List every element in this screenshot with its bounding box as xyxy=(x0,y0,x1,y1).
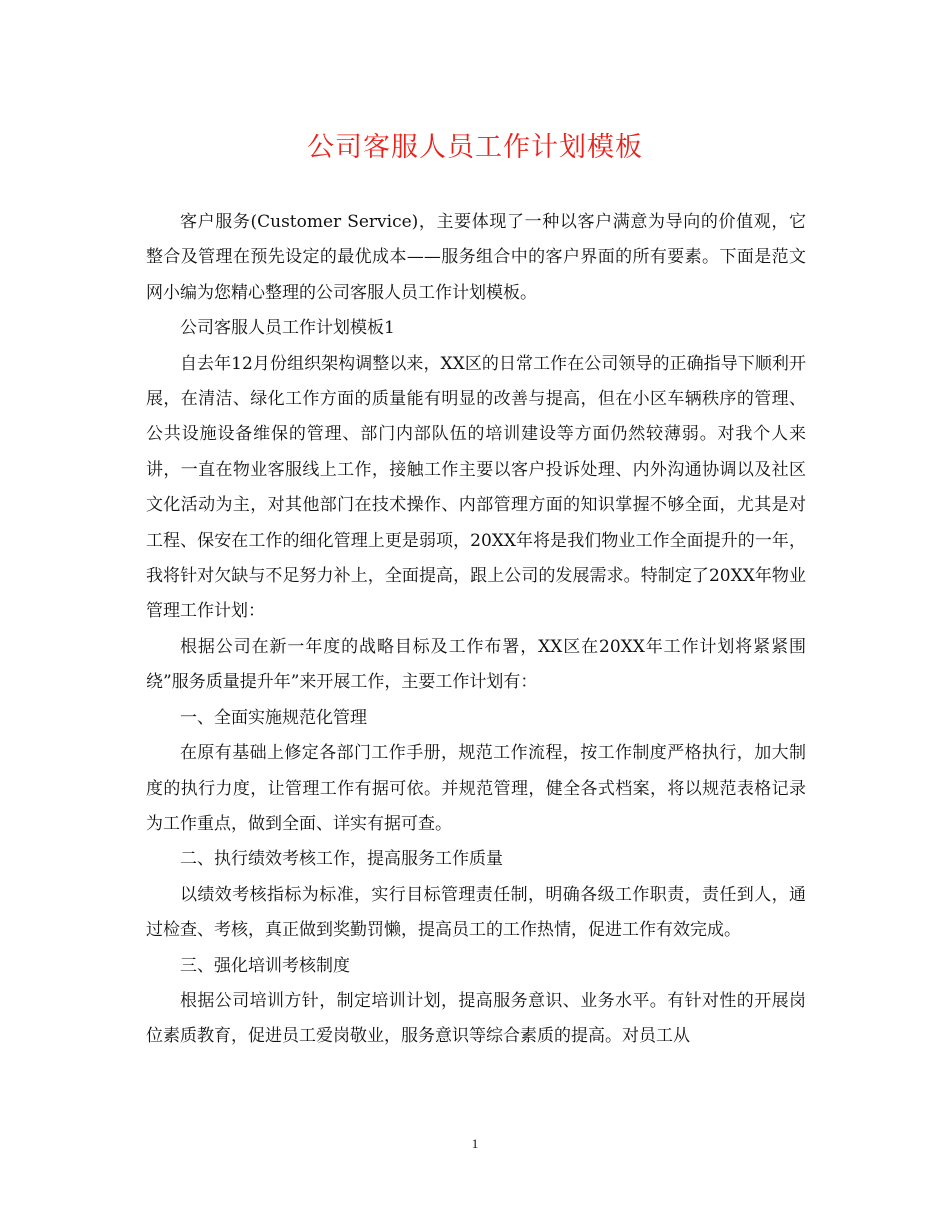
section-heading-performance-assessment: 二、执行绩效考核工作，提高服务工作质量 xyxy=(180,849,503,870)
paragraph-template-heading: 公司客服人员工作计划模板1 xyxy=(180,318,395,339)
paragraph-performance-assessment: 以绩效考核指标为标准，实行目标管理责任制，明确各级工作职责，责任到人，通过检查、考核，真正做到奖勤罚懒，提高员工的工作热情，促进工作有效完成。 xyxy=(146,884,806,941)
paragraph-intro: 客户服务(Customer Service)，主要体现了一种以客户满意为导向的价值观，它整合及管理在预先设定的最优成本——服务组合中的客户界面的所有要素。下面是范文网小编为您精心整理的公司客服人员工作计划模板。 xyxy=(146,212,806,303)
document-title: 公司客服人员工作计划模板 xyxy=(307,132,643,163)
section-heading-training: 三、强化培训考核制度 xyxy=(180,955,350,976)
page-number: 1 xyxy=(471,1136,479,1151)
paragraph-plan-overview: 根据公司在新一年度的战略目标及工作布署，XX区在20XX年工作计划将紧紧围绕”服务质量提升年”来开展工作，主要工作计划有： xyxy=(146,636,806,693)
document-body xyxy=(146,205,806,1055)
section-heading-standardized-management: 一、全面实施规范化管理 xyxy=(180,707,367,728)
paragraph-background: 自去年12月份组织架构调整以来，XX区的日常工作在公司领导的正确指导下顺利开展，在清洁、绿化工作方面的质量能有明显的改善与提高，但在小区车辆秩序的管理、公共设施设备维保的管理、部门内部队伍的培训建设等方面仍然较薄弱。对我个人来讲，一直在物业客服线上工作，接触工作主要以客户投诉处理、内外沟通协调以及社区文化活动为主，对其他部门在技术操作、内部管理方面的知识掌握不够全面，尤其是对工程、保安在工作的细化管理上更是弱项，20XX年将是我们物业工作全面提升的一年，我将针对欠缺与不足努力补上，全面提高，跟上公司的发展需求。特制定了20XX年物业管理工作计划： xyxy=(146,353,806,622)
paragraph-standardized-management: 在原有基础上修定各部门工作手册，规范工作流程，按工作制度严格执行，加大制度的执行力度，让管理工作有据可依。并规范管理，健全各式档案，将以规范表格记录为工作重点，做到全面、详实有据可查。 xyxy=(146,743,806,834)
paragraph-training: 根据公司培训方针，制定培训计划，提高服务意识、业务水平。有针对性的开展岗位素质教育，促进员工爱岗敬业，服务意识等综合素质的提高。对员工从 xyxy=(146,990,806,1047)
